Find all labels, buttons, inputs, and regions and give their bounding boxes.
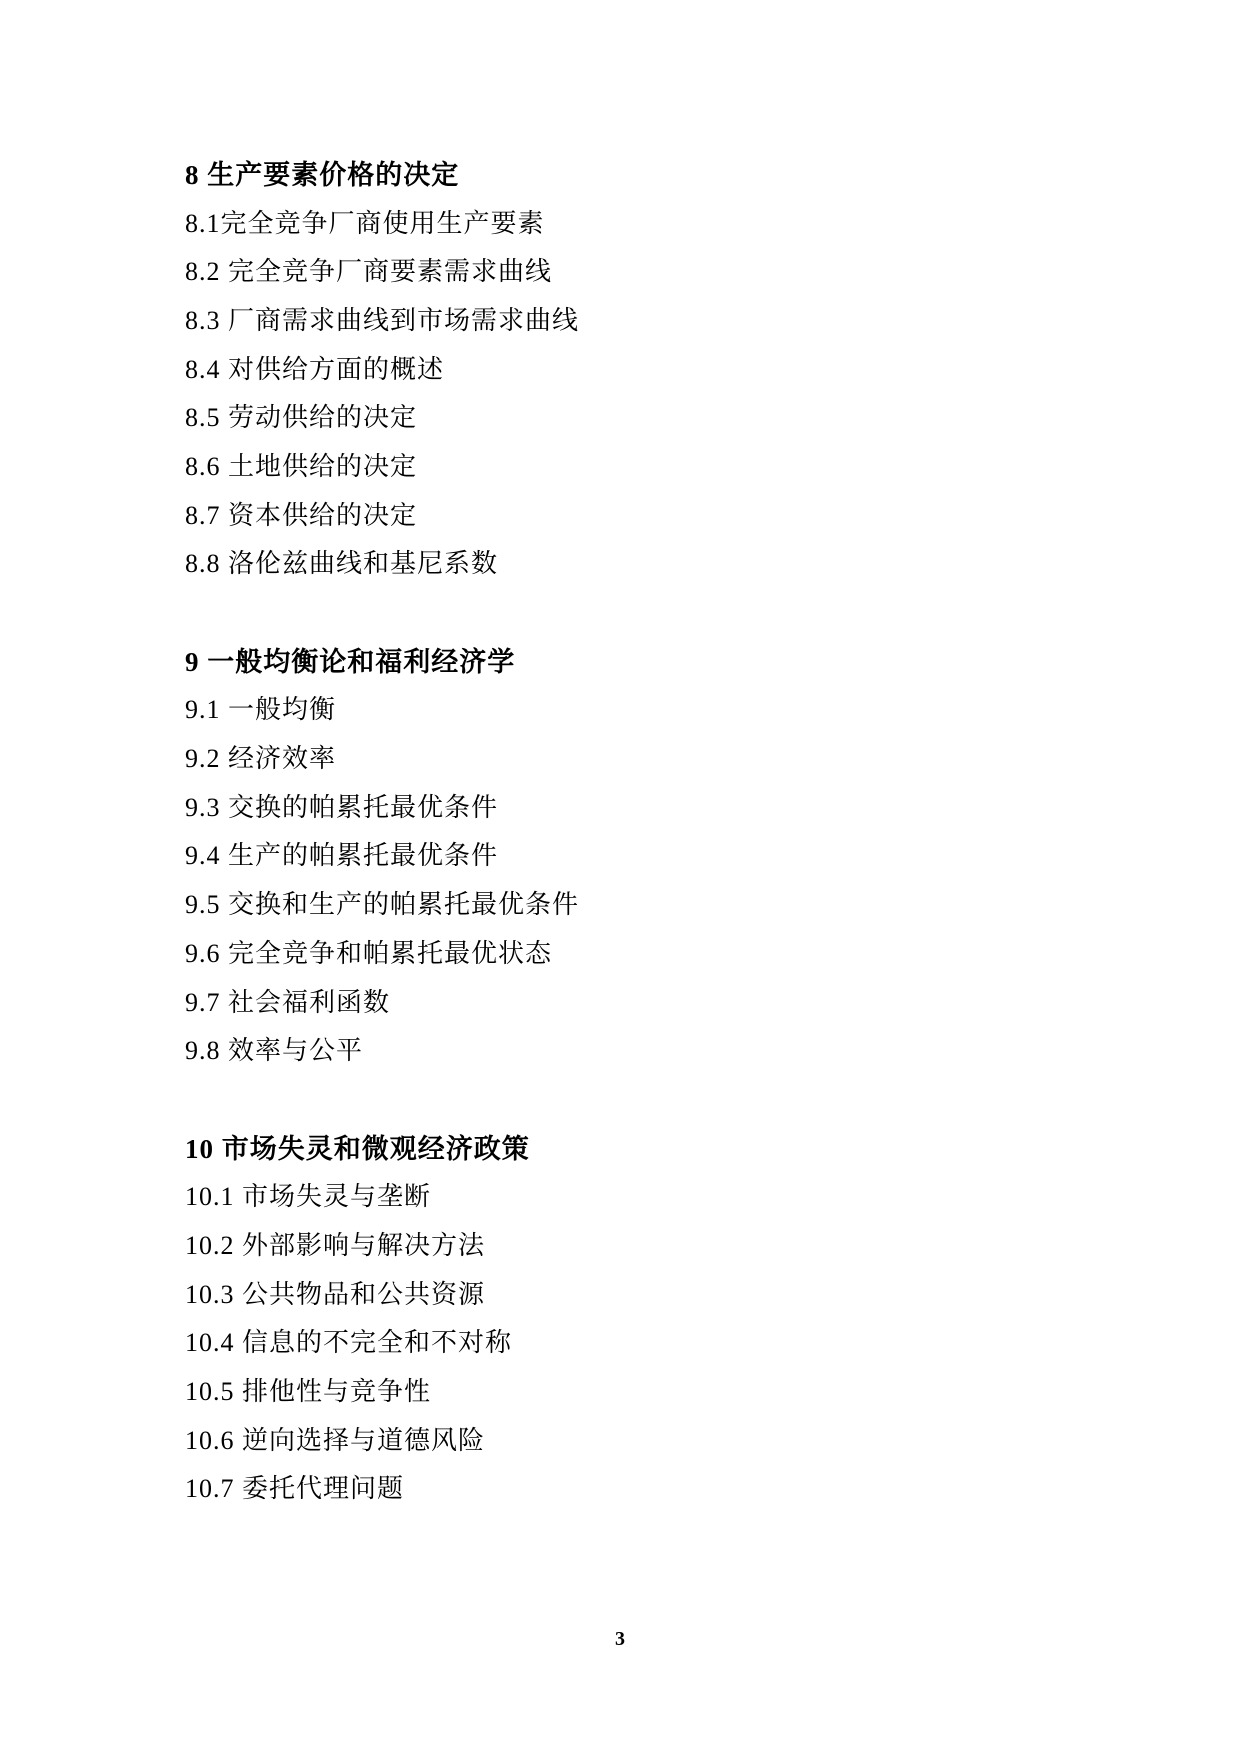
toc-item-8-6: 8.6 土地供给的决定	[185, 451, 418, 481]
toc-item-8-5: 8.5 劳动供给的决定	[185, 403, 418, 433]
section-10-heading: 10 市场失灵和微观经济政策	[185, 1133, 530, 1164]
toc-item-9-5: 9.5 交换和生产的帕累托最优条件	[185, 890, 580, 920]
toc-item-8-4: 8.4 对供给方面的概述	[185, 354, 445, 384]
toc-item-10-7: 10.7 委托代理问题	[185, 1474, 405, 1504]
toc-item-9-6: 9.6 完全竞争和帕累托最优状态	[185, 938, 553, 968]
toc-item-8-8: 8.8 洛伦兹曲线和基尼系数	[185, 549, 499, 579]
toc-item-10-6: 10.6 逆向选择与道德风险	[185, 1425, 486, 1455]
section-gap	[185, 586, 1160, 635]
section-8-heading: 8 生产要素价格的决定	[185, 159, 460, 190]
toc-item-8-3: 8.3 厂商需求曲线到市场需求曲线	[185, 305, 580, 335]
toc-item-10-1: 10.1 市场失灵与垄断	[185, 1182, 432, 1212]
toc-item-8-1: 8.1完全竞争厂商使用生产要素	[185, 208, 545, 238]
section-9-heading: 9 一般均衡论和福利经济学	[185, 646, 516, 677]
toc-item-10-5: 10.5 排他性与竞争性	[185, 1377, 432, 1407]
toc-item-9-2: 9.2 经济效率	[185, 744, 337, 774]
toc-item-9-4: 9.4 生产的帕累托最优条件	[185, 841, 499, 871]
page-number: 3	[615, 1628, 625, 1650]
toc-item-8-7: 8.7 资本供给的决定	[185, 500, 418, 530]
section-gap	[185, 1073, 1160, 1122]
toc-item-10-3: 10.3 公共物品和公共资源	[185, 1279, 486, 1309]
toc-content	[185, 148, 1160, 1511]
toc-item-9-8: 9.8 效率与公平	[185, 1036, 364, 1066]
toc-item-9-1: 9.1 一般均衡	[185, 695, 337, 725]
toc-item-9-3: 9.3 交换的帕累托最优条件	[185, 792, 499, 822]
toc-item-10-2: 10.2 外部影响与解决方法	[185, 1230, 486, 1260]
toc-item-9-7: 9.7 社会福利函数	[185, 987, 391, 1017]
toc-item-10-4: 10.4 信息的不完全和不对称	[185, 1328, 513, 1358]
toc-item-8-2: 8.2 完全竞争厂商要素需求曲线	[185, 257, 553, 287]
